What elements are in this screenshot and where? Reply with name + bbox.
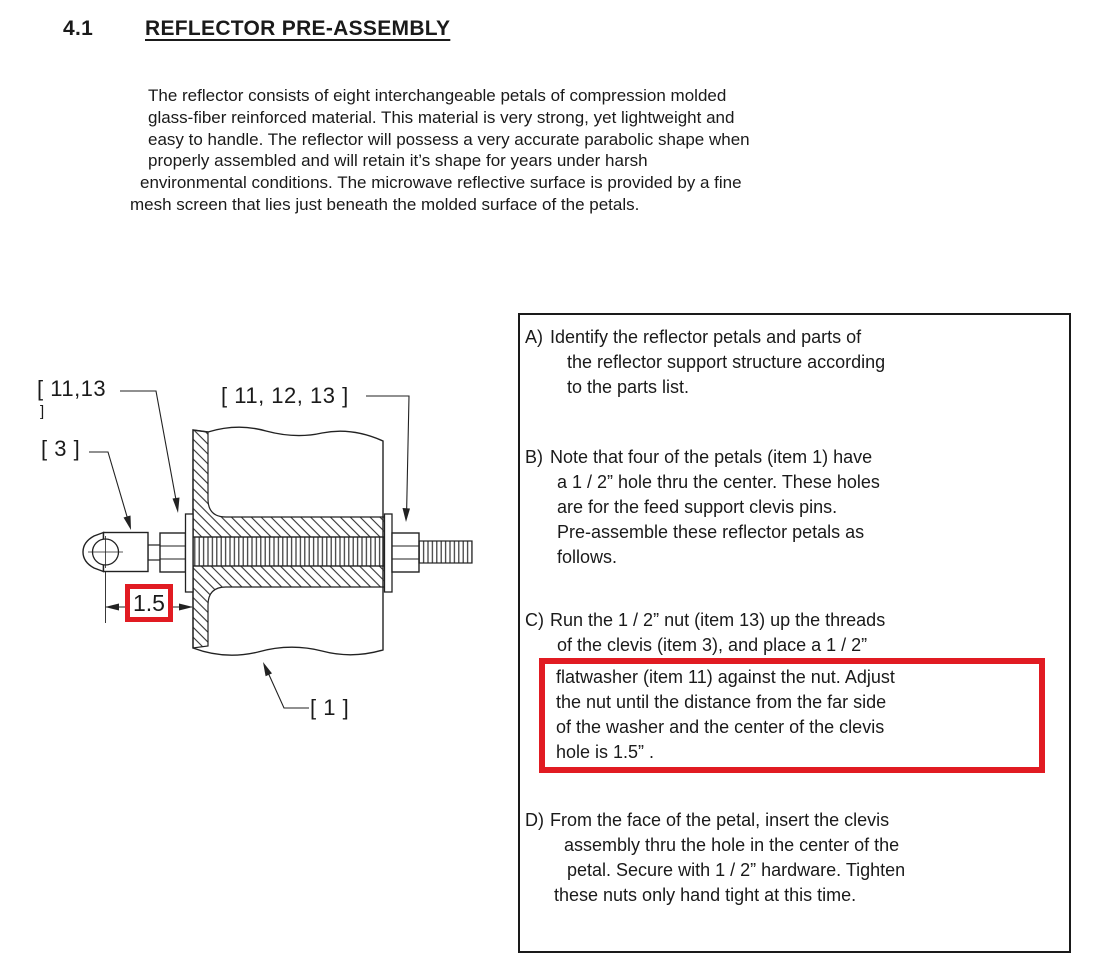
step-c <box>525 608 1069 773</box>
step-line: flatwasher (item 11) against the nut. Adjust <box>556 667 895 687</box>
section-title: REFLECTOR PRE-ASSEMBLY <box>145 17 451 40</box>
step-line: of the washer and the center of the clevis <box>556 717 885 737</box>
dimension-highlight-box <box>125 584 173 622</box>
step-line: a 1 / 2” hole thru the center. These holes <box>557 472 880 492</box>
callout-left-washer-nut-bracket: ] <box>40 403 45 420</box>
callout-petal: [ 1 ] <box>310 695 350 720</box>
clevis-assembly-diagram <box>0 350 520 770</box>
step-line: the reflector support structure according <box>567 352 886 372</box>
intro-line: glass-fiber reinforced material. This material is very strong, yet lightweight and <box>148 107 735 127</box>
step-line: of the clevis (item 3), and place a 1 / 2” <box>557 635 868 655</box>
step-b <box>525 445 1069 570</box>
intro-line: properly assembled and will retain it’s shape for years under harsh <box>148 151 648 171</box>
step-letter: D) <box>525 810 544 830</box>
instruction-steps-box <box>518 313 1071 953</box>
step-line: Note that four of the petals (item 1) have <box>550 447 873 467</box>
step-letter: C) <box>525 610 544 630</box>
intro-line: easy to handle. The reflector will possess a very accurate parabolic shape when <box>148 129 750 149</box>
step-line: these nuts only hand tight at this time. <box>554 885 857 905</box>
rod-end <box>419 541 472 563</box>
step-c-highlight-box <box>539 658 1045 773</box>
section-heading <box>63 17 450 41</box>
step-line: are for the feed support clevis pins. <box>557 497 838 517</box>
clevis <box>83 533 161 572</box>
assembly-drawing <box>0 350 520 770</box>
dimension-value: 1.5 <box>133 590 165 616</box>
threaded-rod <box>193 537 385 566</box>
step-letter: B) <box>525 447 543 467</box>
step-line: From the face of the petal, insert the clevis <box>550 810 890 830</box>
intro-line: The reflector consists of eight interchangeable petals of compression molded <box>148 86 727 105</box>
section-number: 4.1 <box>63 17 94 40</box>
intro-line: environmental conditions. The microwave reflective surface is provided by a fine <box>140 173 742 193</box>
step-line: assembly thru the hole in the center of the <box>564 835 900 855</box>
step-line: follows. <box>557 547 618 567</box>
step-line: hole is 1.5” . <box>556 742 655 762</box>
step-line: the nut until the distance from the far side <box>556 692 887 712</box>
callout-right-hardware: [ 11, 12, 13 ] <box>221 383 349 408</box>
left-nut <box>160 533 186 572</box>
left-washer <box>186 514 194 592</box>
step-line: Identify the reflector petals and parts of <box>550 327 862 347</box>
intro-line: mesh screen that lies just beneath the molded surface of the petals. <box>130 194 640 214</box>
step-line: Pre-assemble these reflector petals as <box>557 522 865 542</box>
right-nut <box>392 533 419 572</box>
right-washer <box>385 514 393 592</box>
intro-paragraph <box>130 85 750 216</box>
step-line: petal. Secure with 1 / 2” hardware. Tighten <box>567 860 906 880</box>
step-line: to the parts list. <box>567 377 690 397</box>
step-letter: A) <box>525 327 543 347</box>
step-d <box>525 808 1069 908</box>
step-line: Run the 1 / 2” nut (item 13) up the threads <box>550 610 886 630</box>
callout-left-washer-nut: [ 11,13 <box>37 376 107 401</box>
step-a <box>525 325 1069 400</box>
callout-clevis: [ 3 ] <box>41 436 81 461</box>
